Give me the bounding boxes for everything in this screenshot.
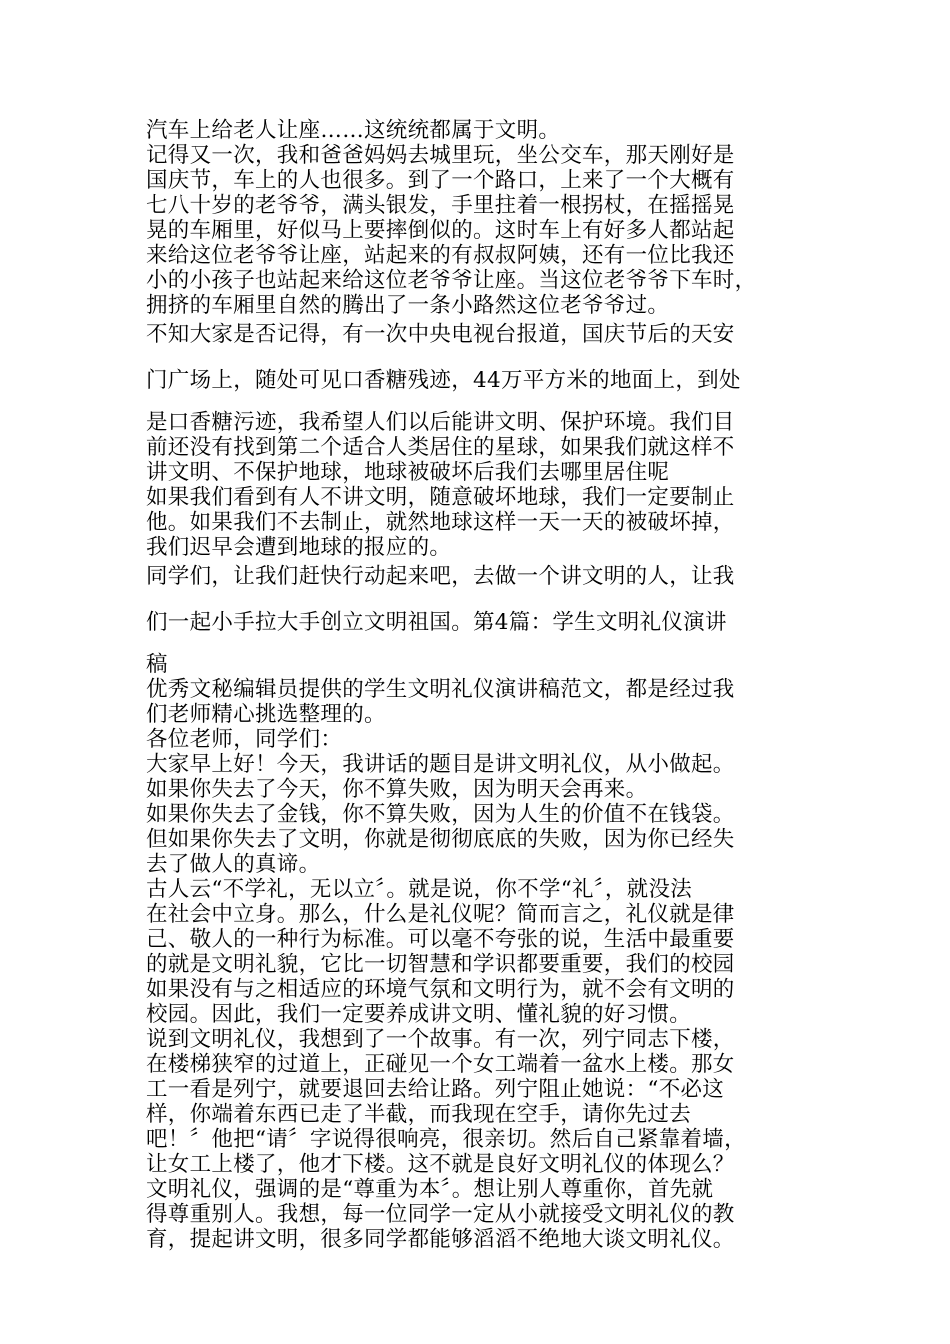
text-line: 工一看是列宁，就要退回去给让路。列宁阻止她说：“不必这 <box>146 1077 725 1102</box>
text-line: 如果我们看到有人不讲文明，随意破坏地球，我们一定要制止 <box>146 485 735 510</box>
text-line: 各位老师，同学们： <box>146 727 343 752</box>
text-line: 得尊重别人。我想，每一位同学一定从小就接受文明礼仪的教 <box>146 1202 735 1227</box>
text-line: 前还没有找到第二个适合人类居住的星球，如果我们就这样不 <box>146 435 735 460</box>
text-line: 说到文明礼仪，我想到了一个故事。有一次，列宁同志下楼， <box>146 1027 735 1052</box>
text-line: 小的小孩子也站起来给这位老爷爷让座。当这位老爷爷下车时， <box>146 268 757 293</box>
document-body <box>146 118 826 1252</box>
text-line: 他。如果我们不去制止，就然地球这样一天一天的被破坏掉， <box>146 510 735 535</box>
text-line: 七八十岁的老爷爷，满头银发，手里拄着一根拐杖，在摇摇晃 <box>146 193 735 218</box>
text-line: 来给这位老爷爷让座，站起来的有叔叔阿姨，还有一位比我还 <box>146 243 735 268</box>
text-line: 在楼梯狭窄的过道上，正碰见一个女工端着一盆水上楼。那女 <box>146 1052 735 1077</box>
text-line: 不知大家是否记得，有一次中央电视台报道，国庆节后的天安 <box>146 322 735 347</box>
text-line: 拥挤的车厢里自然的腾出了一条小路然这位老爷爷过。 <box>146 293 670 318</box>
text-line: 稿 <box>146 652 168 677</box>
text-line: 我们迟早会遭到地球的报应的。 <box>146 535 452 560</box>
text-line: 记得又一次，我和爸爸妈妈去城里玩，坐公交车，那天刚好是 <box>146 143 735 168</box>
text-line: 优秀文秘编辑员提供的学生文明礼仪演讲稿范文，都是经过我 <box>146 677 735 702</box>
text-line: 们老师精心挑选整理的。 <box>146 702 386 727</box>
text-line: 大家早上好！今天，我讲话的题目是讲文明礼仪，从小做起。 <box>146 752 735 777</box>
text-line: 的就是文明礼貌，它比一切智慧和学识都要重要，我们的校园 <box>146 952 735 977</box>
text-line: 古人云“不学礼，无以立〞。就是说，你不学“礼〞，就没法 <box>146 877 693 902</box>
text-line: 讲文明、不保护地球，地球被破坏后我们去哪里居住呢 <box>146 460 670 485</box>
text-line: 育，提起讲文明，很多同学都能够滔滔不绝地大谈文明礼仪。 <box>146 1227 735 1252</box>
text-line: 们一起小手拉大手创立文明祖国。第4篇：学生文明礼仪演讲 <box>146 610 727 635</box>
text-line: 如果你失去了金钱，你不算失败，因为人生的价值不在钱袋。 <box>146 802 735 827</box>
text-line: 但如果你失去了文明，你就是彻彻底底的失败，因为你已经失 <box>146 827 735 852</box>
text-line: 在社会中立身。那么，什么是礼仪呢？简而言之，礼仪就是律 <box>146 902 735 927</box>
text-line: 校园。因此，我们一定要养成讲文明、懂礼貌的好习惯。 <box>146 1002 692 1027</box>
text-line: 己、敬人的一种行为标准。可以毫不夸张的说，生活中最重要 <box>146 927 735 952</box>
text-line: 同学们，让我们赶快行动起来吧，去做一个讲文明的人，让我 <box>146 564 735 589</box>
text-line: 如果没有与之相适应的环境气氛和文明行为，就不会有文明的 <box>146 977 735 1002</box>
text-line: 文明礼仪，强调的是“尊重为本〞。想让别人尊重你，首先就 <box>146 1177 714 1202</box>
text-line: 汽车上给老人让座……这统统都属于文明。 <box>146 118 561 143</box>
text-line: 让女工上楼了，他才下楼。这不就是良好文明礼仪的体现么？ <box>146 1152 735 1177</box>
text-line: 去了做人的真谛。 <box>146 852 321 877</box>
text-line: 样，你端着东西已走了半截，而我现在空手，请你先过去 <box>146 1102 692 1127</box>
text-line: 晃的车厢里，好似马上要摔倒似的。这时车上有好多人都站起 <box>146 218 735 243</box>
text-line: 国庆节，车上的人也很多。到了一个路口，上来了一个大概有 <box>146 168 735 193</box>
text-line: 门广场上，随处可见口香糖残迹，44万平方米的地面上，到处 <box>146 368 741 393</box>
text-line: 如果你失去了今天，你不算失败，因为明天会再来。 <box>146 777 648 802</box>
text-line: 是口香糖污迹，我希望人们以后能讲文明、保护环境。我们目 <box>146 410 735 435</box>
text-line: 吧！〞他把“请〞字说得很响亮，很亲切。然后自己紧靠着墙， <box>146 1127 746 1152</box>
